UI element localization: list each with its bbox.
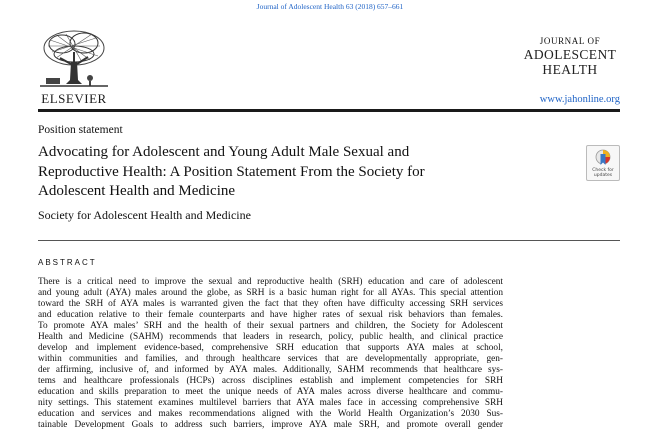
journal-url-link[interactable]: www.jahonline.org	[539, 94, 620, 105]
abstract-line: and education relative to their female counterparts and have higher rates of sexual risk behaviors than females.	[38, 310, 503, 320]
elsevier-tree-icon	[38, 28, 110, 90]
abstract-line: Health and Medicine (SAHM) recommends that leaders in research, policy, public health, and clinical practice	[38, 332, 503, 342]
article-type: Position statement	[38, 124, 123, 136]
journal-citation[interactable]: Journal of Adolescent Health 63 (2018) 657–661	[256, 2, 404, 11]
article-author[interactable]: Society for Adolescent Health and Medicine	[38, 208, 251, 222]
abstract-line: develop and implement evidence-based, comprehensive SRH education that supports AYA males at school,	[38, 343, 503, 353]
article-title	[38, 143, 518, 202]
abstract-line: tainable Development Goals to address such barriers, improve AYA male SRH, and promote overall gender	[38, 420, 503, 430]
abstract-divider	[38, 240, 620, 241]
abstract-line: nity settings. This statement examines multilevel barriers that AYA males face in accessing comprehensive SRH	[38, 398, 503, 408]
check-for-updates-button[interactable]	[586, 145, 620, 181]
abstract-line: and young adult (AYA) males around the globe, as SRH is a basic human right for all AYAs. This special attention	[38, 288, 503, 298]
abstract-line: education and services and makes recommendations aligned with the World Health Organization’s 2030 Sus-	[38, 409, 503, 419]
journal-masthead	[520, 36, 620, 77]
abstract-line: der affirming, inclusive of, and informed by AYA males. Additionally, SAHM recommends that healthcare sys-	[38, 365, 503, 375]
publisher-name: ELSEVIER	[41, 91, 107, 106]
abstract-line: There is a critical need to improve the sexual and reproductive health (SRH) education and care of adolescent	[38, 277, 503, 287]
abstract-heading: ABSTRACT	[38, 258, 97, 267]
abstract-line: tems and healthcare professionals (HCPs) across disciplines establish and implement competencies for SRH	[38, 376, 503, 386]
journal-name-line2: ADOLESCENT	[523, 47, 617, 62]
abstract-line: education and skills preparation to meet the unique needs of AYA males across diverse healthcare and commu-	[38, 387, 503, 397]
article-title-line: Reproductive Health: A Position Statement From the Society for	[38, 163, 425, 180]
abstract-line: To promote AYA males’ SRH and the health of their sexual partners and children, the Society for Adolescent	[38, 321, 503, 331]
journal-name-line1: JOURNAL OF	[539, 36, 601, 46]
crossmark-label: Check for updates	[592, 168, 614, 178]
abstract-line: toward the SRH of AYA males is warranted given the fact that they often have difficulty accessing SRH services	[38, 299, 503, 309]
journal-name-line3: HEALTH	[542, 62, 598, 77]
article-title-line: Adolescent Health and Medicine	[38, 183, 236, 199]
crossmark-icon	[595, 149, 611, 167]
article-title-line: Advocating for Adolescent and Young Adult Male Sexual and	[38, 144, 410, 160]
header-divider	[38, 109, 620, 112]
abstract-line: within communities and families, and through healthcare services that are developmentally appropriate, gen-	[38, 354, 503, 364]
abstract-body	[38, 277, 503, 431]
publisher-logo	[38, 28, 110, 107]
